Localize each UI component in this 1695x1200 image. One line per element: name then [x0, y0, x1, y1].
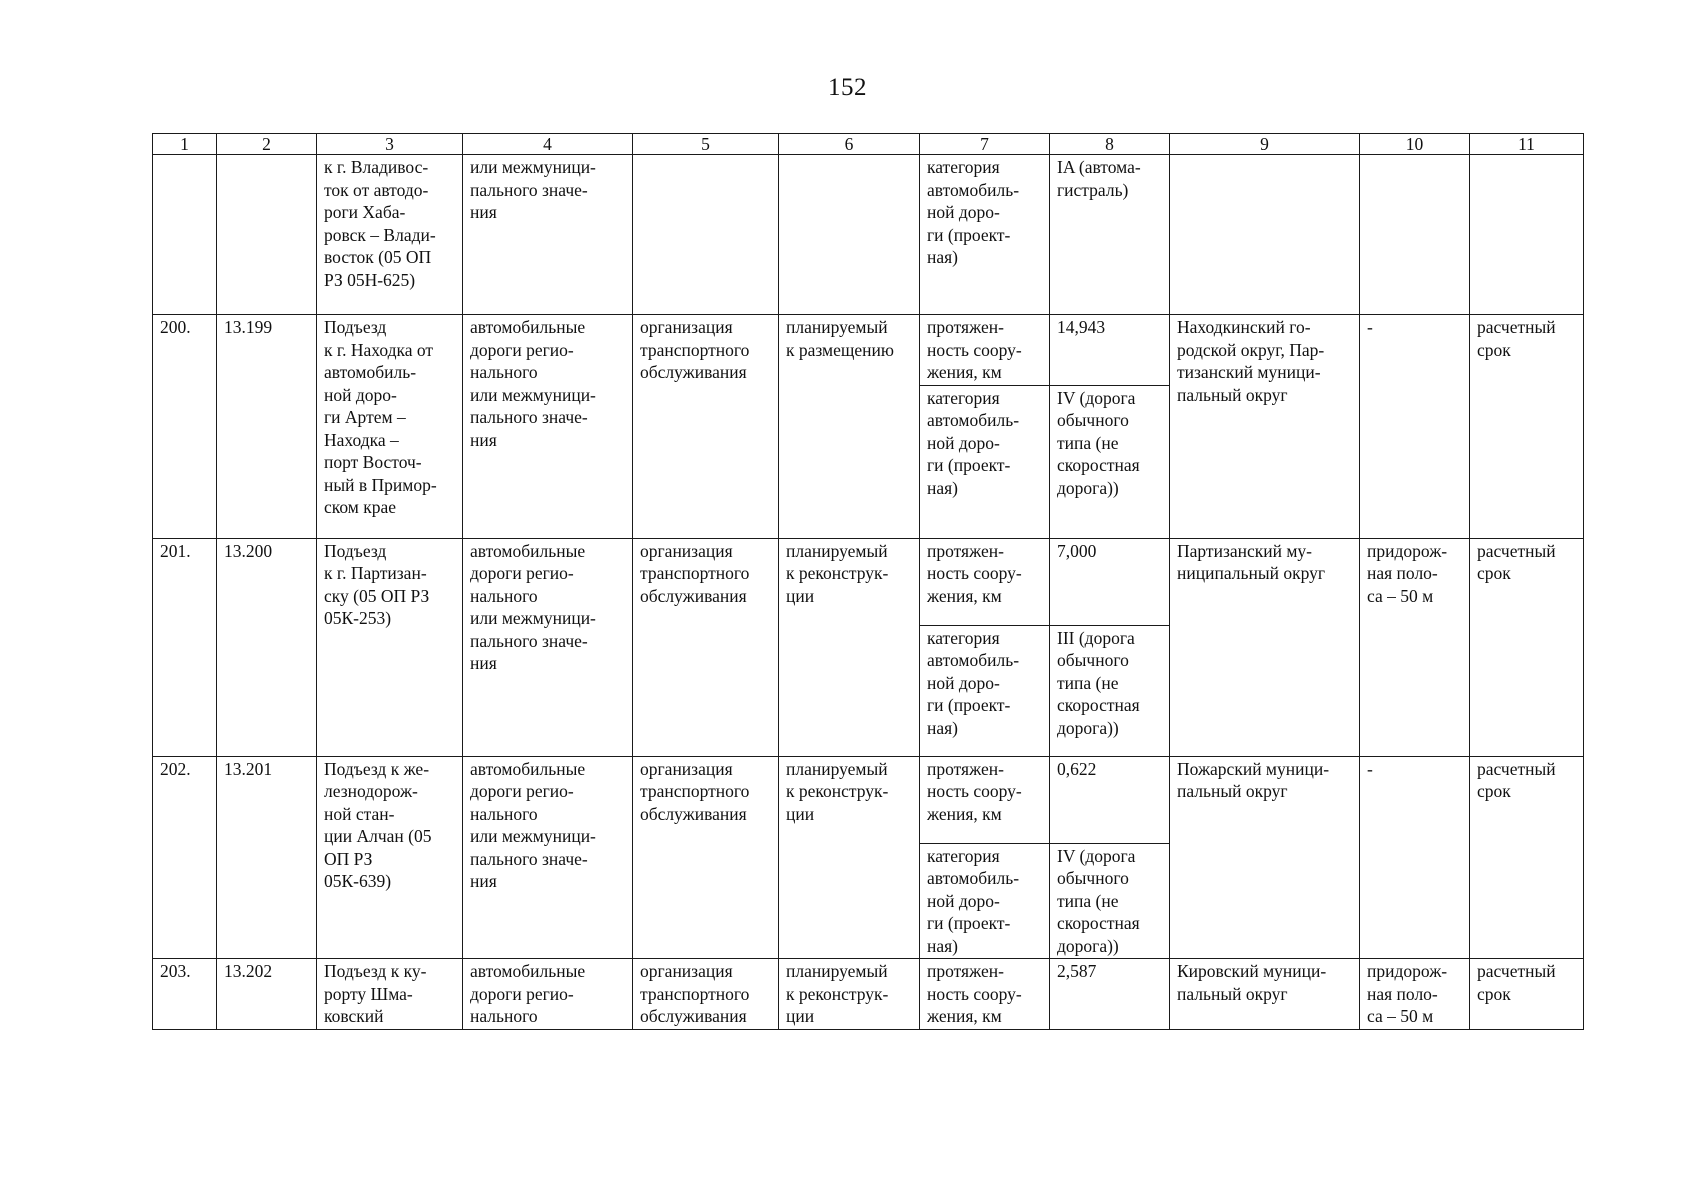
- cell-parameter: категория автомобиль- ной доро- ги (проект- ная): [920, 625, 1050, 756]
- column-number: 3: [317, 134, 463, 155]
- cell-object-name: к г. Владивос- ток от автодо- роги Хаба- ровск – Влади- восток (05 ОП РЗ 05Н-625): [317, 155, 463, 315]
- cell-purpose: организация транспортного обслуживания: [633, 756, 779, 959]
- cell-purpose: организация транспортного обслуживания: [633, 959, 779, 1030]
- cell-empty: [1360, 155, 1470, 315]
- cell-object-name: Подъезд к же- лезнодорож- ной стан- ции Алчан (05 ОП РЗ 05К-639): [317, 756, 463, 959]
- cell-empty: [1170, 155, 1360, 315]
- cell-parameter: протяжен- ность соору- жения, км: [920, 538, 1050, 625]
- cell-parameter-value: 0,622: [1050, 756, 1170, 843]
- cell-parameter-value: IV (дорога обычного типа (не скоростная дорога)): [1050, 843, 1170, 959]
- cell-significance: автомобильные дороги регио- нального или межмуници- пального значе- ния: [463, 315, 633, 539]
- cell-code: 13.200: [217, 538, 317, 756]
- cell-location: Находкинский го- родской округ, Пар- тизанский муници- пальный округ: [1170, 315, 1360, 539]
- cell-zone: придорож- ная поло- са – 50 м: [1360, 538, 1470, 756]
- cell-parameter-value: 7,000: [1050, 538, 1170, 625]
- cell-object-name: Подъезд к г. Партизан- ску (05 ОП РЗ 05К-253): [317, 538, 463, 756]
- cell-parameter-value: 14,943: [1050, 315, 1170, 386]
- cell-row-number: 203.: [153, 959, 217, 1030]
- table-row-continuation: [153, 155, 1584, 315]
- cell-status: планируемый к реконструк- ции: [779, 756, 920, 959]
- column-number: 1: [153, 134, 217, 155]
- cell-parameter-value: IV (дорога обычного типа (не скоростная дорога)): [1050, 385, 1170, 538]
- cell-code: 13.199: [217, 315, 317, 539]
- cell-empty: [217, 155, 317, 315]
- column-number: 5: [633, 134, 779, 155]
- cell-significance: автомобильные дороги регио- нального или межмуници- пального значе- ния: [463, 756, 633, 959]
- cell-significance: или межмуници- пального значе- ния: [463, 155, 633, 315]
- cell-parameter: протяжен- ность соору- жения, км: [920, 756, 1050, 843]
- cell-code: 13.201: [217, 756, 317, 959]
- cell-location: Кировский муници- пальный округ: [1170, 959, 1360, 1030]
- cell-parameter: категория автомобиль- ной доро- ги (проект- ная): [920, 385, 1050, 538]
- cell-row-number: 202.: [153, 756, 217, 959]
- cell-object-name: Подъезд к ку- рорту Шма- ковский: [317, 959, 463, 1030]
- cell-zone: придорож- ная поло- са – 50 м: [1360, 959, 1470, 1030]
- table-row: [153, 538, 1584, 625]
- cell-parameter: протяжен- ность соору- жения, км: [920, 959, 1050, 1030]
- cell-purpose: организация транспортного обслуживания: [633, 538, 779, 756]
- cell-parameter: категория автомобиль- ной доро- ги (проект- ная): [920, 155, 1050, 315]
- cell-location: Пожарский муници- пальный округ: [1170, 756, 1360, 959]
- table-row: [153, 756, 1584, 843]
- column-number: 10: [1360, 134, 1470, 155]
- cell-empty: [779, 155, 920, 315]
- cell-term: расчетный срок: [1470, 959, 1584, 1030]
- cell-object-name: Подъезд к г. Находка от автомобиль- ной доро- ги Артем – Находка – порт Восточ- ный в Примор- ском крае: [317, 315, 463, 539]
- cell-zone: -: [1360, 315, 1470, 539]
- column-number: 9: [1170, 134, 1360, 155]
- cell-code: 13.202: [217, 959, 317, 1030]
- column-number: 11: [1470, 134, 1584, 155]
- planning-table: [152, 133, 1584, 1030]
- cell-purpose: организация транспортного обслуживания: [633, 315, 779, 539]
- cell-zone: -: [1360, 756, 1470, 959]
- cell-row-number: 201.: [153, 538, 217, 756]
- cell-significance: автомобильные дороги регио- нального: [463, 959, 633, 1030]
- cell-status: планируемый к реконструк- ции: [779, 538, 920, 756]
- cell-empty: [153, 155, 217, 315]
- cell-term: расчетный срок: [1470, 315, 1584, 539]
- table-row: [153, 315, 1584, 386]
- column-number: 7: [920, 134, 1050, 155]
- cell-significance: автомобильные дороги регио- нального или межмуници- пального значе- ния: [463, 538, 633, 756]
- column-number: 8: [1050, 134, 1170, 155]
- cell-parameter-value: 2,587: [1050, 959, 1170, 1030]
- cell-location: Партизанский му- ниципальный округ: [1170, 538, 1360, 756]
- cell-term: расчетный срок: [1470, 756, 1584, 959]
- cell-parameter: протяжен- ность соору- жения, км: [920, 315, 1050, 386]
- cell-parameter-value: III (дорога обычного типа (не скоростная дорога)): [1050, 625, 1170, 756]
- column-number: 6: [779, 134, 920, 155]
- column-number-row: [153, 134, 1584, 155]
- cell-term: расчетный срок: [1470, 538, 1584, 756]
- cell-parameter-value: IA (автома- гистраль): [1050, 155, 1170, 315]
- column-number: 2: [217, 134, 317, 155]
- cell-status: планируемый к размещению: [779, 315, 920, 539]
- cell-status: планируемый к реконструк- ции: [779, 959, 920, 1030]
- cell-row-number: 200.: [153, 315, 217, 539]
- cell-parameter: категория автомобиль- ной доро- ги (проект- ная): [920, 843, 1050, 959]
- cell-empty: [633, 155, 779, 315]
- cell-empty: [1470, 155, 1584, 315]
- column-number: 4: [463, 134, 633, 155]
- table-row: [153, 959, 1584, 1030]
- page-number: 152: [828, 74, 867, 101]
